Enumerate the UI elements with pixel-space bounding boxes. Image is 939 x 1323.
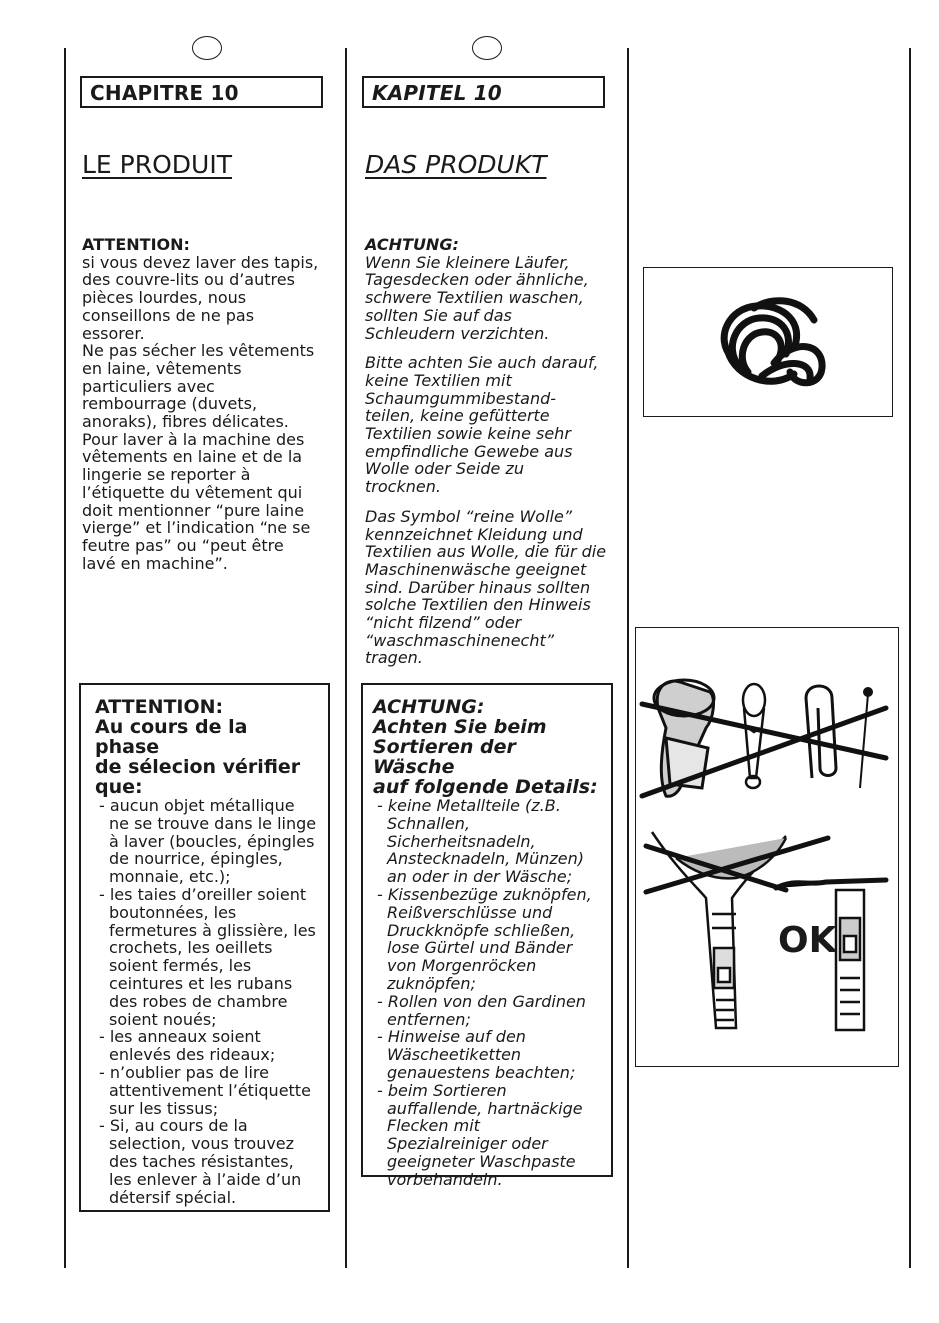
box-heading-line: Sortieren der Wäsche bbox=[373, 736, 516, 778]
safety-pin-icon bbox=[743, 684, 765, 788]
text-line: Schleudern verzichten. bbox=[365, 323, 550, 343]
text-line: Maschinenwäsche geeignet bbox=[365, 559, 587, 579]
box-heading-line: Achten Sie beim bbox=[373, 716, 547, 738]
column-divider-left bbox=[64, 48, 66, 1268]
woolmark-icon bbox=[644, 268, 894, 418]
column-divider-mid bbox=[345, 48, 347, 1268]
box-heading-line: Au cours de la phase bbox=[95, 716, 248, 758]
language-flag-de bbox=[472, 36, 502, 60]
list-item: - Si, au cours de la selection, vous trouvez des taches résistantes, les enlever à l’aide d’un détersif spécial. bbox=[99, 1117, 318, 1206]
list-item: - n’oublier pas de lire attentivement l’étiquette sur les tissus; bbox=[99, 1064, 318, 1117]
text-line: solche Textilien den Hinweis bbox=[365, 595, 591, 615]
zipper-icon bbox=[652, 832, 786, 1028]
box-heading-line: ATTENTION: bbox=[95, 696, 224, 718]
attention-box-de bbox=[361, 683, 613, 1189]
text-line: Ne pas sécher les vêtements bbox=[82, 341, 315, 361]
text-line: Bitte achten Sie auch darauf, bbox=[365, 353, 599, 373]
chapter-heading-fr: CHAPITRE 10 bbox=[80, 76, 323, 108]
ok-label: OK bbox=[778, 920, 837, 961]
text-line: lavé en machine”. bbox=[82, 553, 228, 573]
text-line: en laine, vêtements bbox=[82, 358, 242, 378]
text-line: “nicht filzend” oder bbox=[365, 613, 522, 633]
woolmark-panel bbox=[643, 267, 893, 417]
column-divider-edge bbox=[909, 48, 911, 1268]
text-line: sollten Sie auf das bbox=[365, 305, 512, 325]
text-line: kennzeichnet Kleidung und bbox=[365, 524, 583, 544]
list-item: - les anneaux soient enlevés des rideaux; bbox=[99, 1028, 318, 1064]
body-text-fr bbox=[82, 236, 332, 572]
text-line: Das Symbol “reine Wolle” bbox=[365, 506, 573, 526]
text-line: Textilien sowie keine sehr bbox=[365, 424, 571, 444]
attention-list-de bbox=[373, 797, 603, 1189]
paragraph bbox=[365, 508, 615, 667]
text-line: vêtements en laine et de la bbox=[82, 447, 303, 467]
text-line: rembourrage (duvets, bbox=[82, 394, 258, 414]
text-line: feutre pas” ou “peut être bbox=[82, 535, 284, 555]
text-line: ATTENTION: bbox=[82, 235, 190, 254]
box-heading-line: que: bbox=[95, 776, 143, 798]
text-line: vierge” et l’indication “ne se bbox=[82, 518, 311, 538]
text-line: anoraks), fibres délicates. bbox=[82, 412, 289, 432]
list-item: - Hinweise auf den Wäscheetiketten genauestens beachten; bbox=[377, 1028, 603, 1081]
attention-heading-fr bbox=[95, 697, 318, 797]
pin-icon bbox=[860, 688, 872, 788]
text-line: Textilien aus Wolle, die für die bbox=[365, 542, 607, 562]
section-title-fr: LE PRODUIT bbox=[82, 150, 232, 179]
text-line: particuliers avec bbox=[82, 376, 215, 396]
list-item: - Kissenbezüge zuknöpfen, Reißverschlüsse und Druckknöpfe schließen, lose Gürtel und Bänder von Morgenröcken zuknöpfen; bbox=[377, 886, 603, 993]
language-flag-fr bbox=[192, 36, 222, 60]
text-line: Wolle oder Seide zu bbox=[365, 459, 524, 479]
text-line: Wenn Sie kleinere Läufer, bbox=[365, 252, 570, 272]
list-item: - keine Metallteile (z.B. Schnallen, Sicherheitsnadeln, Anstecknadeln, Münzen) an oder in der Wäsche; bbox=[377, 797, 603, 886]
text-line: sind. Darüber hinaus sollten bbox=[365, 577, 591, 597]
list-item: - les taies d’oreiller soient boutonnées, les fermetures à glissière, les crochets, les oeillets soient fermés, les ceintures et les rubans des robes de chambre soient noués; bbox=[99, 886, 318, 1028]
paragraph bbox=[365, 236, 615, 342]
text-line: essorer. bbox=[82, 323, 145, 343]
attention-list-fr bbox=[95, 797, 318, 1206]
text-line: Schaumgummibestand- bbox=[365, 388, 557, 408]
text-line: empfindliche Gewebe aus bbox=[365, 441, 573, 461]
list-item: - aucun objet métallique ne se trouve dans le linge à laver (boucles, épingles de nourrice, épingles, monnaie, etc.); bbox=[99, 797, 318, 886]
sorting-illustration-panel bbox=[635, 627, 899, 1067]
attention-box-fr bbox=[79, 683, 330, 1212]
text-line: Tagesdecken oder ähnliche, bbox=[365, 270, 589, 290]
text-line: pièces lourdes, nous bbox=[82, 288, 247, 308]
text-line: tragen. bbox=[365, 648, 423, 668]
text-line: Pour laver à la machine des bbox=[82, 429, 305, 449]
text-line: teilen, keine gefütterte bbox=[365, 406, 550, 426]
text-line: des couvre-lits ou d’autres bbox=[82, 270, 295, 290]
text-line: l’étiquette du vêtement qui bbox=[82, 482, 303, 502]
body-text-de bbox=[365, 236, 615, 667]
list-item: - beim Sortieren auffallende, hartnäckige Flecken mit Spezialreiniger oder geeigneter Waschpaste vorbehandeln. bbox=[377, 1082, 603, 1189]
box-heading-line: auf folgende Details: bbox=[373, 776, 598, 798]
text-line: doit mentionner “pure laine bbox=[82, 500, 305, 520]
text-line: lingerie se reporter à bbox=[82, 465, 251, 485]
text-line: conseillons de ne pas bbox=[82, 305, 255, 325]
box-heading-line: de sélecion vérifier bbox=[95, 756, 301, 778]
chapter-heading-de: KAPITEL 10 bbox=[362, 76, 605, 108]
text-line: ACHTUNG: bbox=[365, 235, 459, 254]
text-line: schwere Textilien waschen, bbox=[365, 288, 584, 308]
text-line: trocknen. bbox=[365, 477, 441, 497]
paragraph bbox=[365, 354, 615, 496]
text-line: keine Textilien mit bbox=[365, 370, 512, 390]
text-line: “waschmaschinenecht” bbox=[365, 630, 555, 650]
attention-heading-de bbox=[373, 697, 603, 797]
text-line: si vous devez laver des tapis, bbox=[82, 252, 319, 272]
column-divider-right bbox=[627, 48, 629, 1268]
list-item: - Rollen von den Gardinen entfernen; bbox=[377, 993, 603, 1029]
box-heading-line: ACHTUNG: bbox=[373, 696, 485, 718]
section-title-de: DAS PRODUKT bbox=[365, 150, 547, 179]
